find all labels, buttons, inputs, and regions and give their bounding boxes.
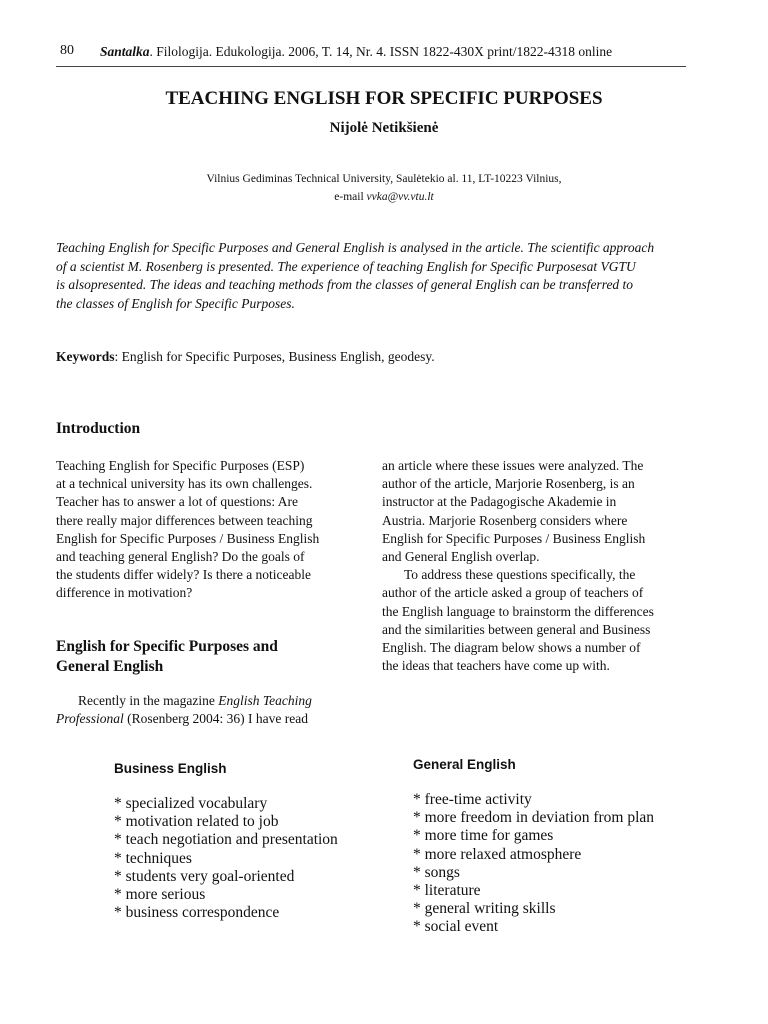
email-link[interactable]: vvka@vv.vtu.lt [366,191,434,203]
keywords-label: Keywords [56,349,115,364]
abstract-line: is alsopresented. The ideas and teaching methods from the classes of general English can be transferred to [56,277,634,292]
text-line: there really major differences between teaching [56,512,313,528]
text-line: Austria. Marjorie Rosenberg considers where [382,512,628,528]
magazine-title: Professional [56,711,124,727]
business-english-list [114,795,338,922]
abstract-line: the classes of English for Specific Purposes. [56,295,295,311]
keywords [56,349,435,365]
text-line: and General English overlap. [382,549,540,565]
esp-section-heading [56,637,278,677]
abstract [56,239,688,313]
text-line: English for Specific Purposes / Business English [56,530,320,546]
magazine-title: English Teaching [218,693,312,708]
text-line: instructor at the Padagogische Akademie in [382,494,617,510]
header-rule [56,66,686,67]
list-item: * specialized vocabulary [114,795,268,812]
text-line: and the similarities between general and Business [382,621,651,637]
text-line: and teaching general English? Do the goals of [56,549,305,565]
email-label: e-mail [334,191,367,203]
list-item: * more freedom in deviation from plan [413,809,655,827]
introduction-paragraph [56,457,360,603]
abstract-line: of a scientist M. Rosenberg is presented. The experience of teaching English for Specific Purposesat VGTU [56,258,636,274]
list-item: * literature [413,882,481,900]
text-run: Recently in the magazine [78,693,219,708]
list-item: * free-time activity [413,791,532,808]
list-item: * social event [413,918,499,936]
list-item: * techniques [114,849,192,867]
affiliation-address: Vilnius Gediminas Technical University, Saulėtekio al. 11, LT-10223 Vilnius, [206,173,562,185]
text-line: the ideas that teachers have come up with. [382,658,610,674]
list-item: * students very goal-oriented [114,867,295,885]
text-line: the English language to brainstorm the differences [382,603,654,619]
esp-paragraph [56,692,360,728]
heading-line: English for Specific Purposes and [56,638,278,655]
list-item: * general writing skills [413,900,556,918]
abstract-line: Teaching English for Specific Purposes and General English is analysed in the article. The scientific approach [56,240,655,255]
text-line: at a technical university has its own challenges. [56,476,313,492]
text-line: English. The diagram below shows a number of [382,640,641,656]
text-line: author of the article asked a group of teachers of [382,585,644,601]
affiliation [0,170,768,206]
right-column [382,457,688,675]
text-line [56,692,360,710]
list-item: * more serious [114,886,206,904]
text-line: Teacher has to answer a lot of questions: Are [56,494,298,510]
general-english-title: General English [413,757,516,772]
text-line: the students differ widely? Is there a noticeable [56,567,312,583]
list-item: * songs [413,863,460,881]
text-line: To address these questions specifically, the [404,567,636,583]
text-line [56,710,360,728]
journal-citation [100,44,612,60]
heading-line: General English [56,658,164,675]
text-line: Teaching English for Specific Purposes (ESP) [56,458,305,473]
general-english-list [413,791,654,937]
page-number: 80 [60,43,74,58]
text-line: author of the article, Marjorie Rosenberg, is an [382,476,635,492]
list-item: * business correspondence [114,904,280,922]
affiliation-email [0,188,768,206]
text-line: English for Specific Purposes / Business English [382,530,646,546]
article-author: Nijolė Netikšienė [329,120,439,136]
journal-name: Santalka [100,44,150,59]
text-run: (Rosenberg 2004: 36) I have read [123,711,308,727]
list-item: * more time for games [413,827,554,845]
list-item: * teach negotiation and presentation [114,831,338,849]
keywords-text: : English for Specific Purposes, Business English, geodesy. [114,349,435,364]
introduction-heading: Introduction [56,420,141,437]
text-line: difference in motivation? [56,585,193,601]
business-english-title: Business English [114,761,227,776]
list-item: * more relaxed atmosphere [413,845,582,863]
list-item: * motivation related to job [114,813,279,831]
article-title: TEACHING ENGLISH FOR SPECIFIC PURPOSES [165,88,603,109]
citation-details: . Filologija. Edukologija. 2006, T. 14, Nr. 4. ISSN 1822-430X print/1822-4318 online [149,44,613,59]
text-line: an article where these issues were analyzed. The [382,458,644,473]
